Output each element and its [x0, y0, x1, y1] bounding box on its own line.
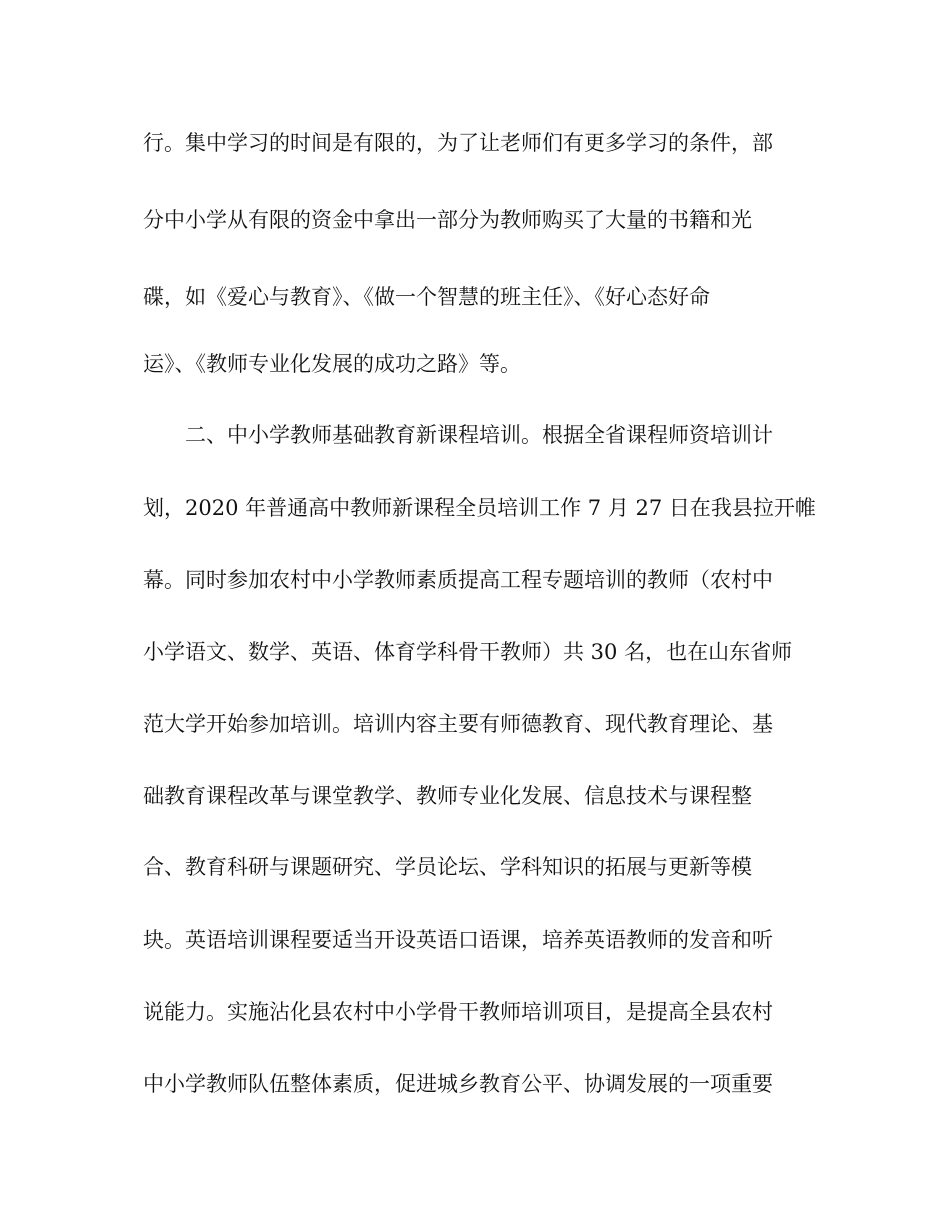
paragraph-line: 中小学教师队伍整体素质，促进城乡教育公平、协调发展的一项重要 [143, 1072, 773, 1096]
paragraph-line: 幕。同时参加农村中小学教师素质提高工程专题培训的教师（农村中 [143, 568, 773, 592]
paragraph-line: 范大学开始参加培训。培训内容主要有师德教育、现代教育理论、基 [143, 712, 773, 736]
section-heading-line: 二、中小学教师基础教育新课程培训。根据全省课程师资培训计 [185, 423, 773, 447]
paragraph-line: 合、教育科研与课题研究、学员论坛、学科知识的拓展与更新等模 [143, 855, 752, 879]
paragraph-line: 碟，如《爱心与教育》、《做一个智慧的班主任》、《好心态好命 [143, 285, 710, 309]
paragraph-line: 行。集中学习的时间是有限的，为了让老师们有更多学习的条件，部 [143, 131, 773, 155]
paragraph-line: 说能力。实施沾化县农村中小学骨干教师培训项目，是提高全县农村 [143, 1000, 773, 1024]
paragraph-line: 分中小学从有限的资金中拿出一部分为教师购买了大量的书籍和光 [143, 208, 752, 232]
paragraph-line: 运》、《教师专业化发展的成功之路》等。 [143, 352, 521, 376]
paragraph-line: 块。英语培训课程要适当开设英语口语课，培养英语教师的发音和听 [143, 928, 773, 952]
paragraph-line: 划，2020 年普通高中教师新课程全员培训工作 7 月 27 日在我县拉开帷 [143, 496, 816, 520]
paragraph-line: 小学语文、数学、英语、体育学科骨干教师）共 30 名，也在山东省师 [143, 640, 793, 664]
paragraph-line: 础教育课程改革与课堂教学、教师专业化发展、信息技术与课程整 [143, 784, 752, 808]
